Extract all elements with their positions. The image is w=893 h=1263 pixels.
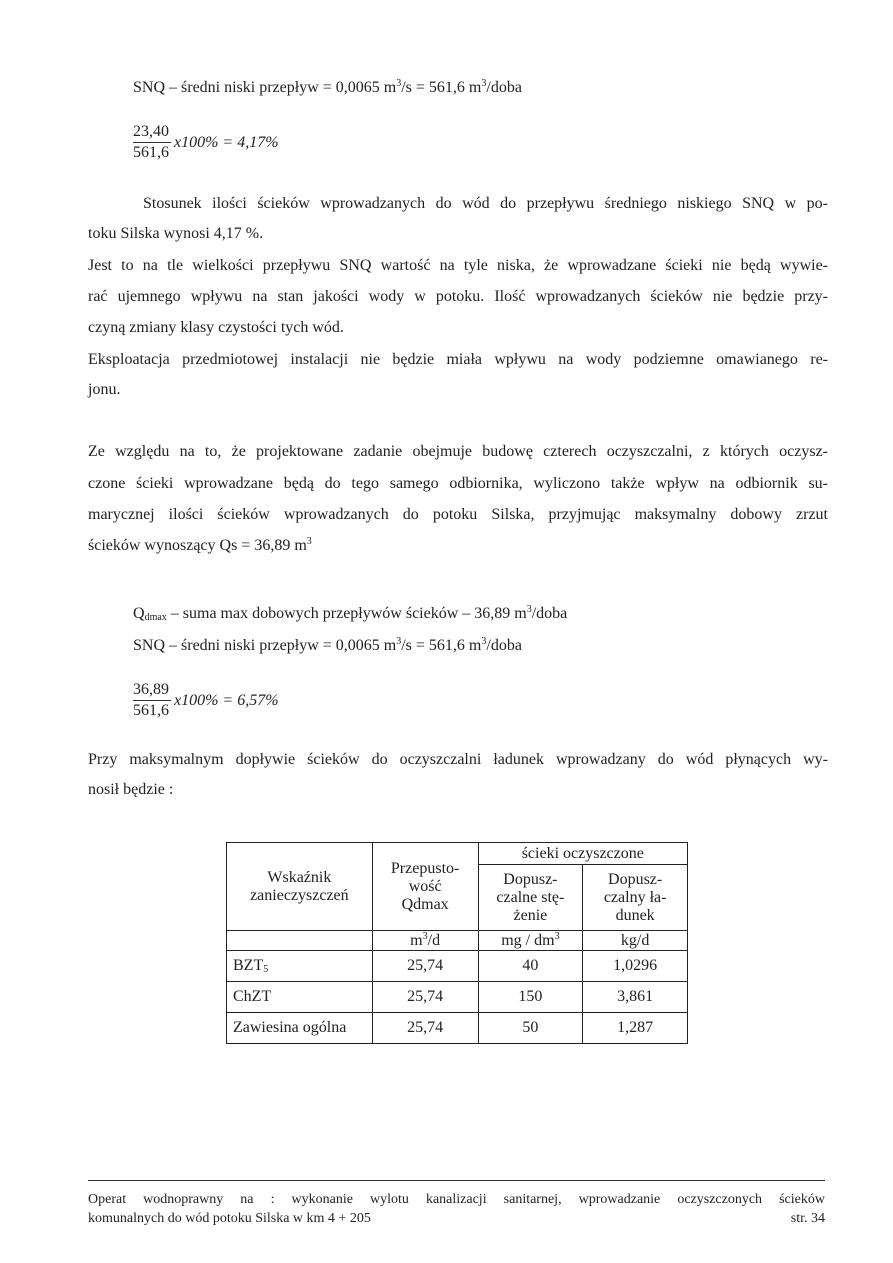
paragraph1-line-1: Stosunek ilości ścieków wprowadzanych do wód do przepływu średniego niskiego SNQ w po- (143, 195, 828, 212)
concentration-value: 150 (478, 982, 583, 1013)
header-flow: Przepusto- wość Qdmax (372, 843, 478, 931)
footer-divider (88, 1180, 825, 1181)
fraction-1-numerator: 23,40 (133, 123, 169, 140)
units-blank (227, 931, 373, 951)
unit-concentration: mg / $dm^3$ (478, 931, 583, 951)
header-treated-sewage: ścieki oczyszczone (478, 843, 687, 865)
pollutant-name: Zawiesina ogólna (227, 1013, 373, 1044)
table-row (227, 982, 688, 1013)
pollutant-load-table (226, 842, 688, 1044)
qdmax-definition: $Q_{dmax}$ – suma max dobowych przepływów ścieków – 36,89 $m^3$/doba (133, 604, 568, 623)
pollutant-name: ChZT (227, 982, 373, 1013)
header-concentration: Dopusz- czalne stę- żenie (478, 865, 583, 931)
concentration-value: 50 (478, 1013, 583, 1044)
snq-definition-2: SNQ – średni niski przepływ = 0,0065 $m^3/s = 561,6$ $m^3$/doba (133, 636, 522, 654)
fraction-2-denominator: 561,6 (133, 702, 169, 719)
paragraph3-line-1: Przy maksymalnym dopływie ścieków do oczyszczalni ładunek wprowadzany do wód płynących wy- (88, 751, 828, 768)
table-row (227, 951, 688, 982)
header-pollutant: Wskaźnik zanieczyszczeń (227, 843, 373, 931)
flow-value: 25,74 (372, 982, 478, 1013)
footer-line-2 (88, 1210, 825, 1228)
footer-document-title: komunalnych do wód potoku Silska w km 4 + 205 (88, 1211, 371, 1226)
paragraph2-line-1: Ze względu na to, że projektowane zadanie obejmuje budowę czterech oczyszczalni, z których oczysz- (88, 443, 828, 460)
paragraph1-line-7: jonu. (88, 381, 121, 398)
concentration-value: 40 (478, 951, 583, 982)
header-load: Dopusz- czalny ła- dunek (583, 865, 688, 931)
footer-line-1: Operat wodnoprawny na : wykonanie wylotu kanalizacji sanitarnej, wprowadzanie oczyszczonych ścieków (88, 1192, 825, 1207)
paragraph2-line-4: ścieków wynoszący Qs = 36,89 $m^3$ (88, 536, 312, 554)
paragraph2-line-2: czone ścieki wprowadzane będą do tego samego odbiornika, wyliczono także wpływ na odbiornik su- (88, 475, 828, 492)
flow-value: 25,74 (372, 951, 478, 982)
paragraph1-line-3: Jest to na tle wielkości przepływu SNQ wartość na tyle niska, że wprowadzane ścieki nie będą wywie- (88, 257, 828, 274)
load-value: 1,287 (583, 1013, 688, 1044)
paragraph1-line-2: toku Silska wynosi 4,17 %. (88, 225, 264, 242)
paragraph2-line-3: marycznej ilości ścieków wprowadzanych do potoku Silska, przyjmując maksymalny dobowy zrzut (88, 506, 828, 523)
fraction-1-denominator: 561,6 (133, 144, 169, 161)
unit-flow: $m^3/d$ (372, 931, 478, 951)
fraction-2-numerator: 36,89 (133, 681, 169, 698)
table-row (227, 1013, 688, 1044)
paragraph1-line-5: czyną zmiany klasy czystości tych wód. (88, 319, 344, 336)
snq-definition-1: SNQ – średni niski przepływ = 0,0065 $m^3/s = 561,6$ $m^3$/doba (133, 78, 522, 96)
fraction-1-result: x100% = 4,17% (174, 134, 279, 151)
paragraph1-line-4: rać ujemnego wpływu na stan jakości wody w potoku. Ilość wprowadzanych ścieków nie będzie przy- (88, 288, 828, 305)
flow-value: 25,74 (372, 1013, 478, 1044)
page-number: str. 34 (790, 1211, 825, 1226)
paragraph3-line-2: nosił będzie : (88, 781, 174, 798)
pollutant-name: $BZT_5$ (227, 951, 373, 982)
load-value: 1,0296 (583, 951, 688, 982)
fraction-2-result: x100% = 6,57% (174, 692, 279, 709)
paragraph1-line-6: Eksploatacja przedmiotowej instalacji nie będzie miała wpływu na wody podziemne omawianego re- (88, 351, 828, 368)
unit-load: kg/d (583, 931, 688, 951)
load-value: 3,861 (583, 982, 688, 1013)
